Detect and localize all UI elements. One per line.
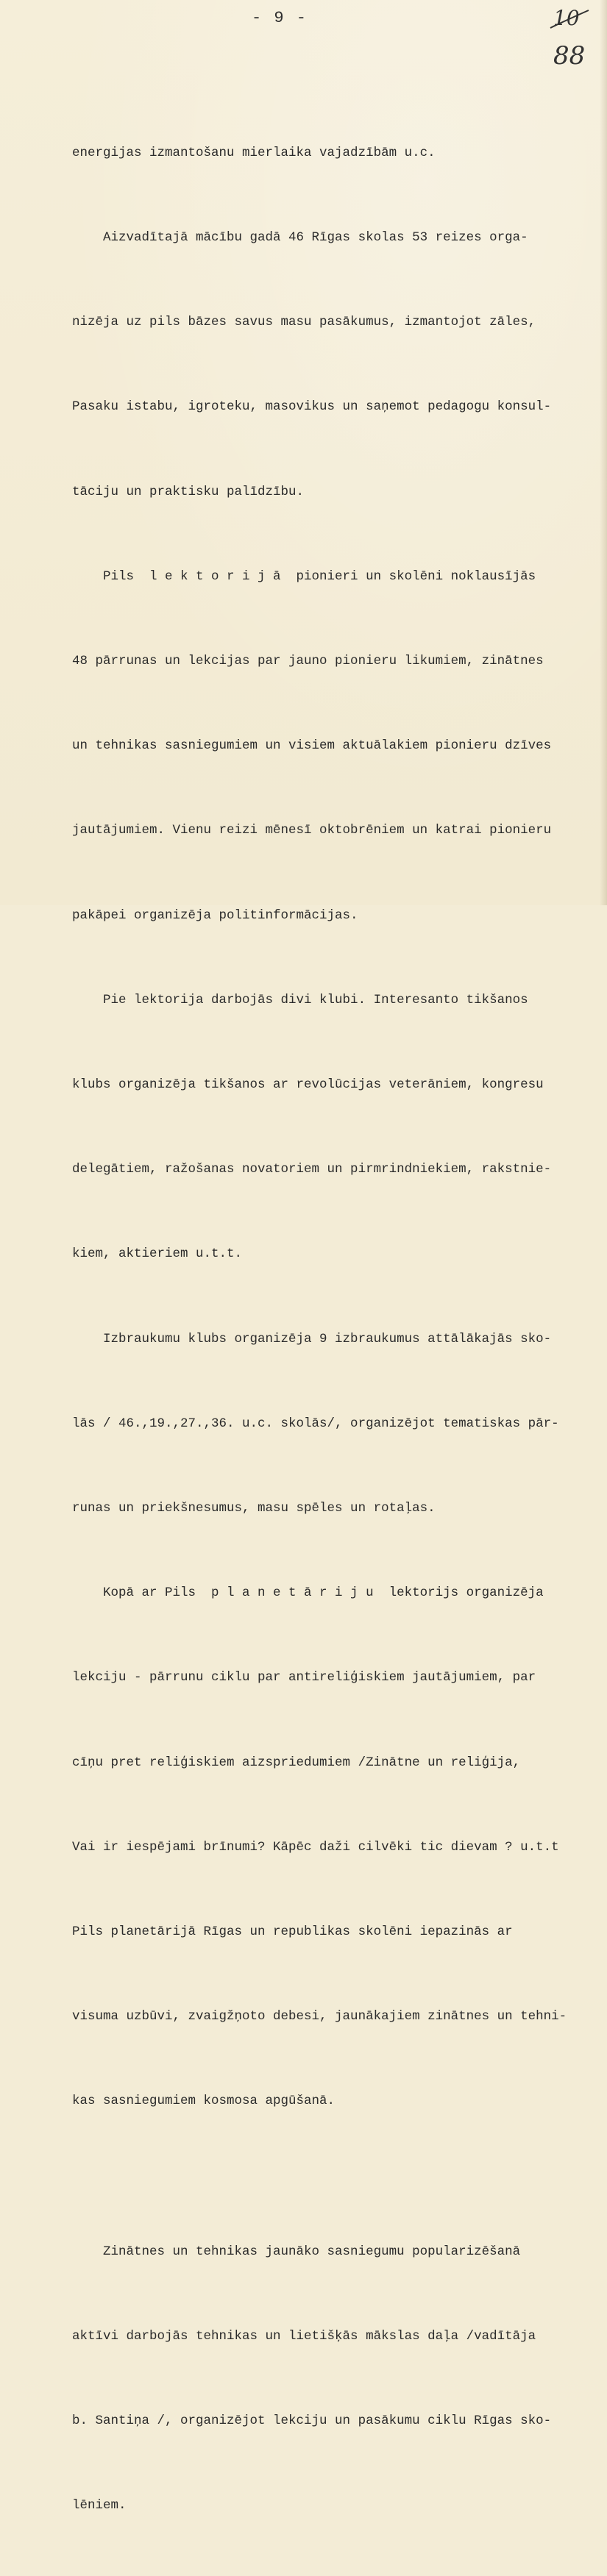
text-line: Aizvadītajā mācību gadā 46 Rīgas skolas 53 reizes orga-	[72, 230, 528, 246]
text-line: energijas izmantošanu mierlaika vajadzībām u.c.	[72, 145, 436, 160]
text-line: delegātiem, ražošanas novatoriem un pirmrindniekiem, rakstnie-	[72, 1162, 552, 1177]
text-line: lēniem.	[72, 2498, 127, 2513]
page-edge-shadow	[600, 0, 607, 905]
strikethrough-mark	[547, 6, 592, 35]
archive-number-new: 88	[553, 41, 586, 71]
text-line: b. Santiņa /, organizējot lekciju un pasākumu ciklu Rīgas sko-	[72, 2413, 552, 2428]
text-line: Zinātnes un tehnikas jaunāko sasniegumu popularizēšanā	[72, 2244, 521, 2259]
text-line: lās / 46.,19.,27.,36. u.c. skolās/, organizējot tematiskas pār-	[72, 1416, 559, 1431]
text-line: lekciju - pārrunu ciklu par antireliģiskiem jautājumiem, par	[72, 1670, 536, 1685]
text-line: Izbraukumu klubs organizēja 9 izbraukumus attālākajās sko-	[72, 1331, 552, 1346]
text-line: cīņu pret reliģiskiem aizspriedumiem /Zinātne un reliģija,	[72, 1755, 521, 1770]
archive-number-old: 10	[553, 6, 580, 30]
paragraph-gap	[72, 2172, 596, 2181]
text-line: aktīvi darbojās tehnikas un lietišķās mākslas daļa /vadītāja	[72, 2328, 536, 2344]
text-line: Pie lektorija darbojās divi klubi. Interesanto tikšanos	[72, 992, 528, 1007]
text-line: kiem, aktieriem u.t.t.	[72, 1246, 243, 1262]
text-line: runas un priekšnesumus, masu spēles un rotaļas.	[72, 1501, 436, 1516]
text-line: Kopā ar Pils p l a n e t ā r i j u lektorijs organizēja	[72, 1585, 544, 1601]
text-line: pakāpei organizēja politinformācijas.	[72, 907, 358, 923]
text-line: un tehnikas sasniegumiem un visiem aktuālakiem pionieru dzīves	[72, 738, 552, 754]
text-line: Vai ir iespējami brīnumi? Kāpēc daži cilvēki tic dievam ? u.t.t	[72, 1839, 559, 1855]
text-line: 48 pārrunas un lekcijas par jauno pionieru likumiem, zinātnes	[72, 654, 544, 669]
text-line: Pils planetārijā Rīgas un republikas skolēni iepazinās ar	[72, 1924, 513, 1940]
text-line: kas sasniegumiem kosmosa apgūšanā.	[72, 2094, 336, 2109]
text-line: visuma uzbūvi, zvaigžņoto debesi, jaunākajiem zinātnes un tehni-	[72, 2009, 567, 2024]
document-body	[72, 82, 596, 2576]
text-line: jautājumiem. Vienu reizi mēnesī oktobrēniem un katrai pionieru	[72, 823, 552, 838]
text-line: klubs organizēja tikšanos ar revolūcijas veterāniem, kongresu	[72, 1077, 544, 1093]
text-line: Pasaku istabu, igroteku, masovikus un saņemot pedagogu konsul-	[72, 399, 552, 415]
text-line: tāciju un praktisku palīdzību.	[72, 484, 305, 499]
text-line: Pils l e k t o r i j ā pionieri un skolēni noklausījās	[72, 568, 536, 584]
text-line: nizēja uz pils bāzes savus masu pasākumus, izmantojot zāles,	[72, 315, 536, 330]
page-number: - 9 -	[251, 9, 308, 27]
